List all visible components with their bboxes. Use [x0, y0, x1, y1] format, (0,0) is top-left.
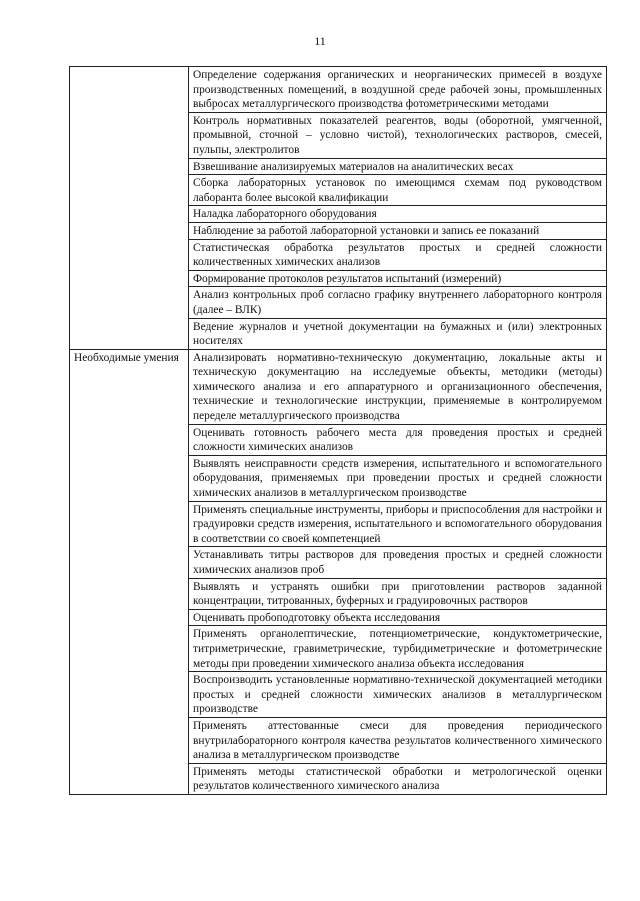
- knowledge-item: Определение содержания органических и неорганических примесей в воздухе производственных помещений, в воздушной среде рабочей зоны, промышленных выбросах металлургического производства фотометрическими методами: [189, 67, 607, 113]
- skill-item: Применять методы статистической обработки и метрологической оценки результатов количественного химического анализа: [189, 763, 607, 794]
- knowledge-item: Наблюдение за работой лабораторной установки и запись ее показаний: [189, 222, 607, 239]
- knowledge-item: Сборка лабораторных установок по имеющимся схемам под руководством лаборанта более высокой квалификации: [189, 175, 607, 206]
- skill-item: Выявлять неисправности средств измерения, испытательного и вспомогательного оборудования, применяемых при проведении простых и средней сложности химических анализов в металлургическом производстве: [189, 455, 607, 501]
- knowledge-item: Ведение журналов и учетной документации на бумажных и (или) электронных носителях: [189, 318, 607, 349]
- skill-item: Устанавливать титры растворов для проведения простых и средней сложности химических анализов проб: [189, 547, 607, 578]
- skill-item: Оценивать пробоподготовку объекта исследования: [189, 609, 607, 626]
- skills-label: Необходимые умения: [70, 349, 189, 794]
- table-row: [70, 67, 607, 113]
- skill-item: Анализировать нормативно-техническую документацию, локальные акты и техническую документацию на исследуемые объекты, методики (методы) химического анализа и его аппаратурного и организационного обеспечения, технические и технологические инструкции, применяемые в контролируемом переделе металлургического производства: [189, 349, 607, 424]
- knowledge-item: Формирование протоколов результатов испытаний (измерений): [189, 270, 607, 287]
- knowledge-item: Анализ контрольных проб согласно графику внутреннего лабораторного контроля (далее – ВЛК): [189, 287, 607, 318]
- skill-item: Применять органолептические, потенциометрические, кондуктометрические, титриметрические, гравиметрические, турбидиметрические и фотометрические методы при проведении химического анализа объекта исследования: [189, 626, 607, 672]
- knowledge-label-cell: [70, 67, 189, 350]
- knowledge-item: Взвешивание анализируемых материалов на аналитических весах: [189, 158, 607, 175]
- skill-item: Применять аттестованные смеси для проведения периодического внутрилабораторного контроля качества результатов количественного химического анализа в металлургическом производстве: [189, 717, 607, 763]
- skill-item: Воспроизводить установленные нормативно-технической документацией методики простых и средней сложности химических анализов в металлургическом производстве: [189, 672, 607, 718]
- qualification-table: [69, 66, 607, 795]
- table-row: [70, 349, 607, 424]
- knowledge-item: Наладка лабораторного оборудования: [189, 206, 607, 223]
- skill-item: Оценивать готовность рабочего места для проведения простых и средней сложности химических анализов: [189, 424, 607, 455]
- page-number: 11: [314, 34, 326, 48]
- knowledge-item: Статистическая обработка результатов простых и средней сложности количественных химических анализов: [189, 239, 607, 270]
- knowledge-item: Контроль нормативных показателей реагентов, воды (оборотной, умягченной, промывной, сточной – условно чистой), технологических растворов, смесей, пульпы, электролитов: [189, 112, 607, 158]
- skill-item: Применять специальные инструменты, приборы и приспособления для настройки и градуировки средств измерения, испытательного и вспомогательного оборудования в соответствии со своей компетенцией: [189, 501, 607, 547]
- skill-item: Выявлять и устранять ошибки при приготовлении растворов заданной концентрации, титрованных, буферных и градуировочных растворов: [189, 578, 607, 609]
